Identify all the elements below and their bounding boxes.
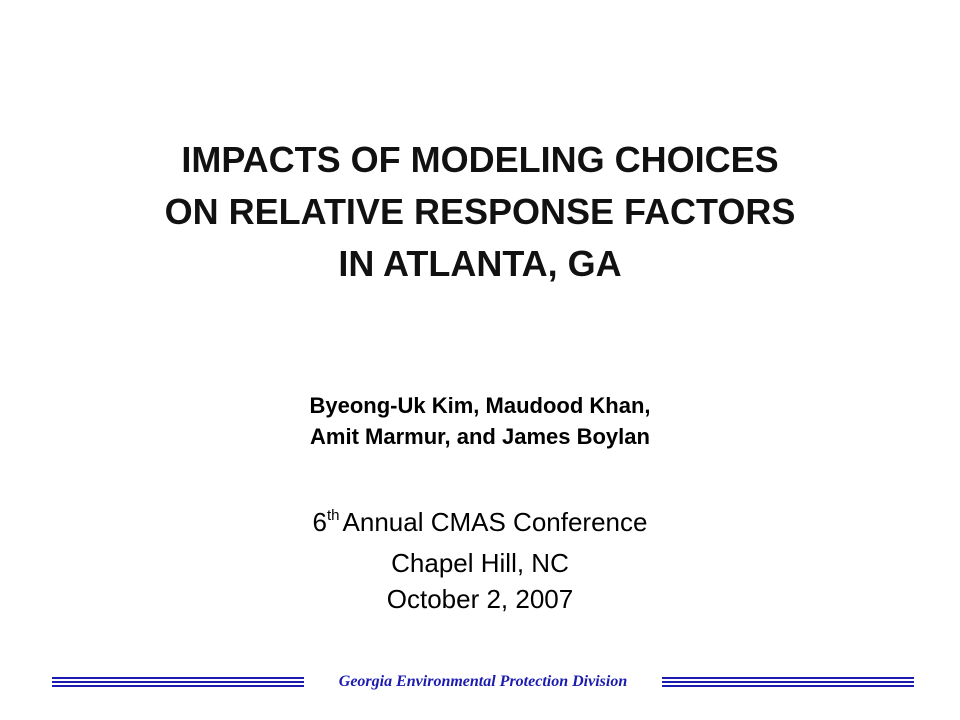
title-line-1: IMPACTS OF MODELING CHOICES (181, 139, 779, 180)
conference-name-line (60, 504, 900, 545)
slide-title (60, 134, 900, 290)
footer-rule-right (662, 677, 914, 687)
conference-date: October 2, 2007 (386, 584, 574, 614)
conference-info (60, 504, 900, 617)
title-line-2: ON RELATIVE RESPONSE FACTORS (164, 191, 796, 232)
authors (60, 390, 900, 452)
title-line-3: IN ATLANTA, GA (338, 243, 622, 284)
footer (52, 671, 914, 693)
conference-ordinal-number: 6 (312, 507, 327, 537)
conference-name: Annual CMAS Conference (342, 507, 648, 537)
conference-location: Chapel Hill, NC (391, 548, 569, 578)
authors-line-2: Amit Marmur, and James Boylan (310, 424, 650, 449)
footer-organization: Georgia Environmental Protection Division (338, 673, 628, 690)
authors-line-1: Byeong-Uk Kim, Maudood Khan, (309, 393, 651, 418)
footer-rule-left (52, 677, 304, 687)
conference-ordinal-suffix: th (327, 507, 340, 524)
